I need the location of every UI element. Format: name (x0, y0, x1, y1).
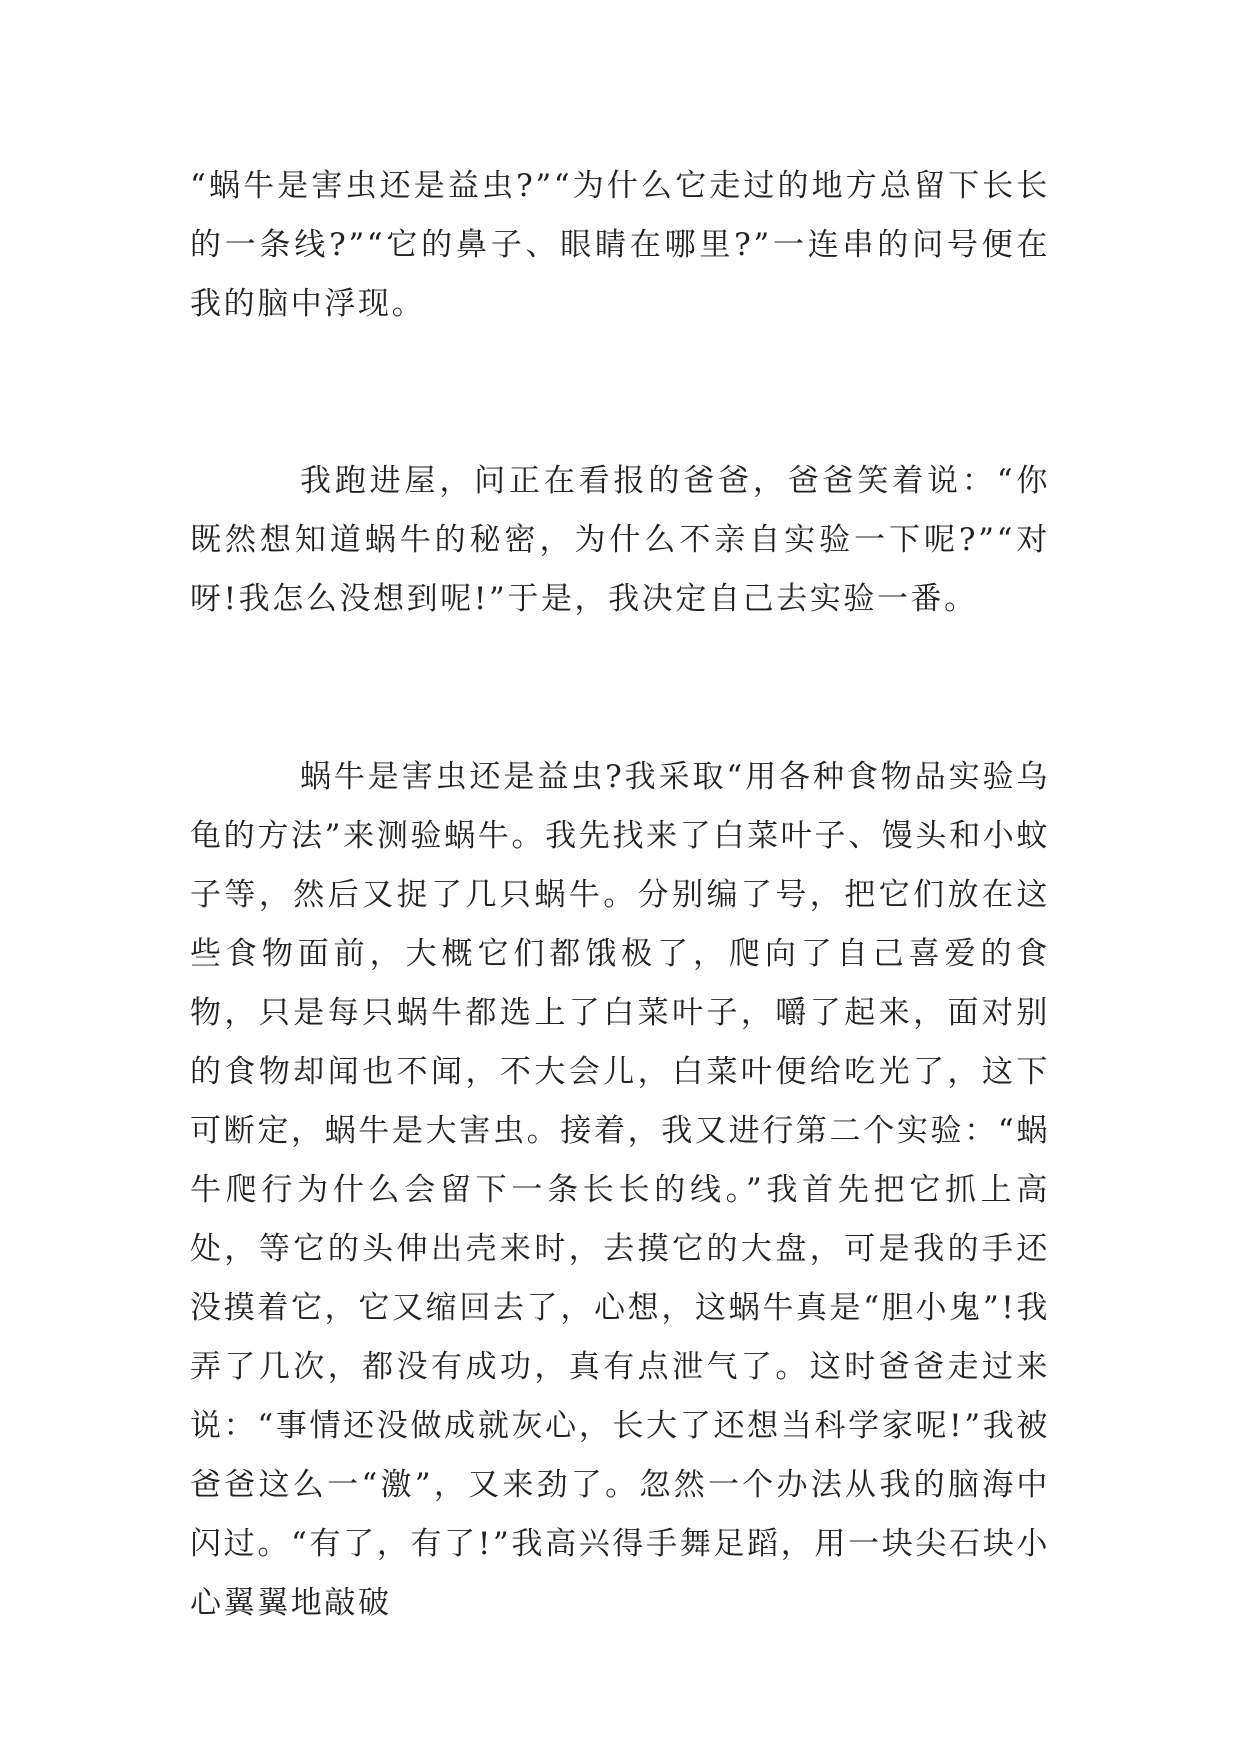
paragraph-ask-father: 我跑进屋，问正在看报的爸爸，爸爸笑着说：“你既然想知道蜗牛的秘密，为什么不亲自实验一下呢?”“对呀!我怎么没想到呢!”于是，我决定自己去实验一番。 (190, 463, 1050, 617)
paragraph-experiment: 蜗牛是害虫还是益虫?我采取“用各种食物品实验乌龟的方法”来测验蜗牛。我先找来了白菜叶子、馒头和小蚊子等，然后又捉了几只蜗牛。分别编了号，把它们放在这些食物面前，大概它们都饿极了，爬向了自己喜爱的食物，只是每只蜗牛都选上了白菜叶子，嚼了起来，面对别的食物却闻也不闻，不大会儿，白菜叶便给吃光了，这下可断定，蜗牛是大害虫。接着，我又进行第二个实验：“蜗牛爬行为什么会留下一条长长的线。”我首先把它抓上高处，等它的头伸出壳来时，去摸它的大盘，可是我的手还没摸着它，它又缩回去了，心想，这蜗牛真是“胆小鬼”!我弄了几次，都没有成功，真有点泄气了。这时爸爸走过来说：“事情还没做成就灰心，长大了还想当科学家呢!”我被爸爸这么一“激”，又来劲了。忽然一个办法从我的脑海中闪过。“有了，有了!”我高兴得手舞足蹈，用一块尖石块小心翼翼地敲破 (190, 759, 1050, 1621)
paragraph-questions: “蜗牛是害虫还是益虫?”“为什么它走过的地方总留下长长的一条线?”“它的鼻子、眼睛在哪里?”一连串的问号便在我的脑中浮现。 (190, 168, 1050, 322)
